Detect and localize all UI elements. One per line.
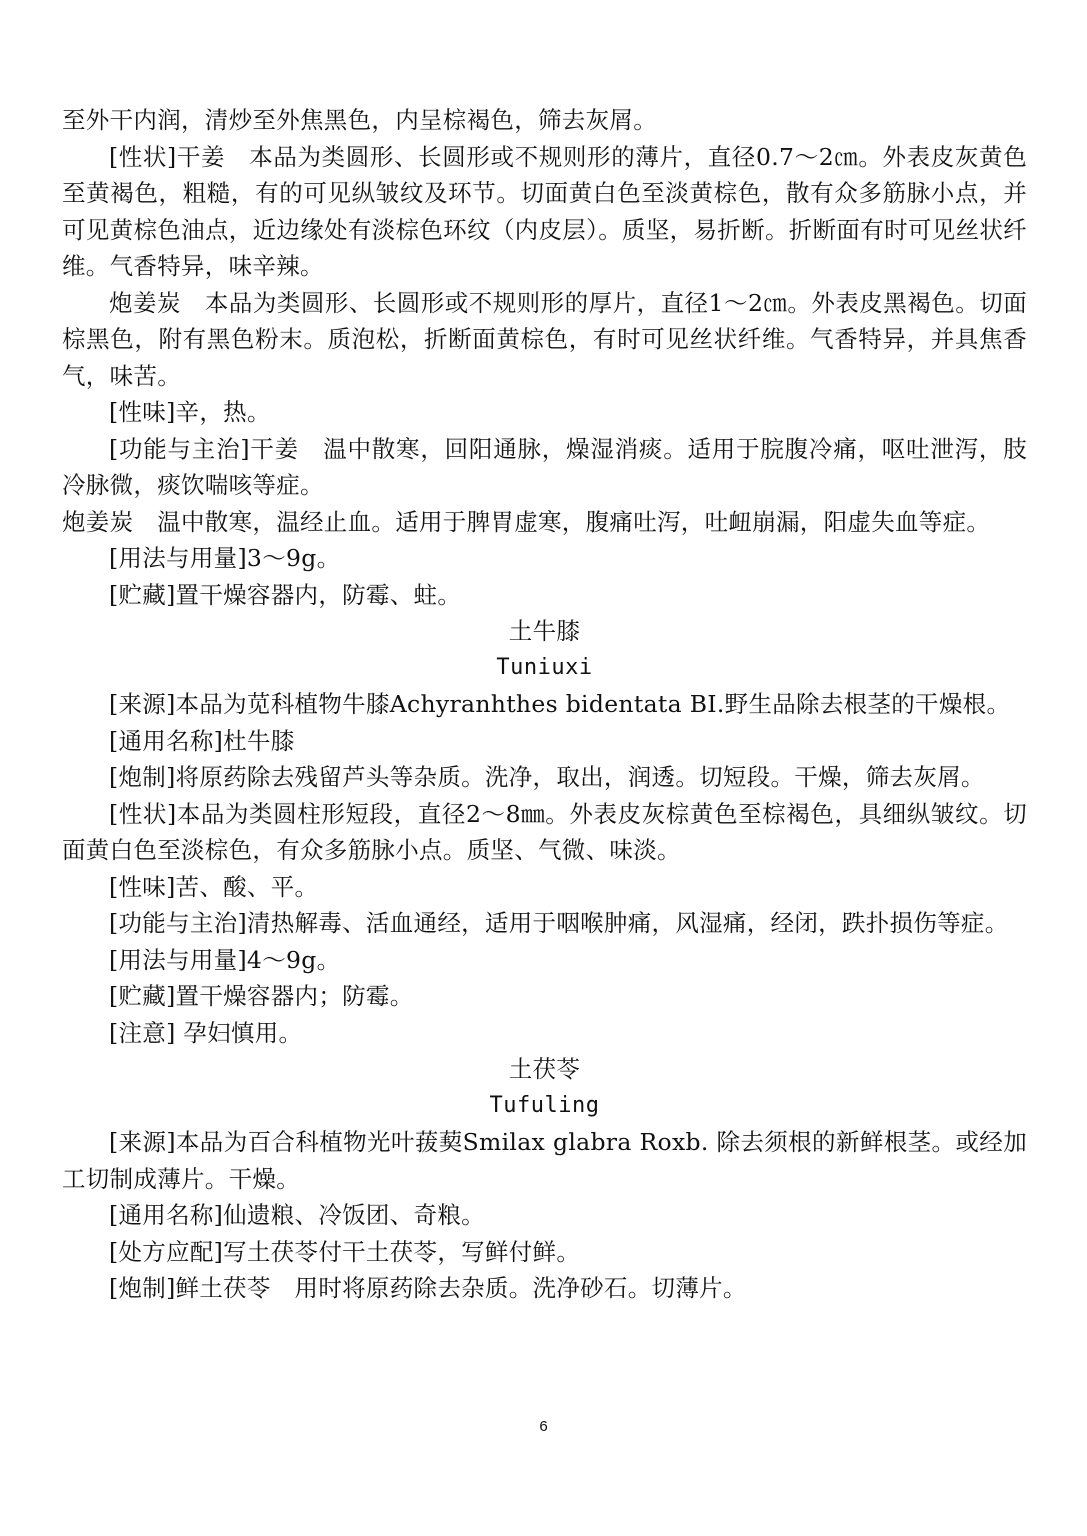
paragraph-tufuling-source: [来源]本品为百合科植物光叶菝葜Smilax glabra Roxb. 除去须根的新鲜根茎。或经加工切制成薄片。干燥。	[62, 1128, 1027, 1193]
paragraph-tuniuxi-functions: [功能与主治]清热解毒、活血通经，适用于咽喉肿痛，风湿痛，经闭，跌扑损伤等症。	[109, 909, 1009, 937]
paragraph-tuniuxi-storage: [贮藏]置干燥容器内；防霉。	[109, 982, 414, 1010]
paragraph-ganjiang-properties: [性状]干姜 本品为类圆形、长圆形或不规则形的薄片，直径0.7～2㎝。外表皮灰黄色至黄褐色，粗糙，有的可见纵皱纹及环节。切面黄白色至淡黄棕色，散有众多筋脉小点，并可见黄棕色油点，近边缘处有淡棕色环纹（内皮层）。质坚，易折断。折断面有时可见丝状纤维。气香特异，味辛辣。	[62, 142, 1027, 280]
heading-tuniuxi: 土牛膝	[508, 617, 581, 645]
heading-tufuling: 土茯苓	[508, 1055, 581, 1083]
paragraph-tufuling-prescription: [处方应配]写土茯苓付干土茯苓，写鲜付鲜。	[109, 1237, 581, 1266]
paragraph-tuniuxi-properties: [性状]本品为类圆柱形短段，直径2～8㎜。外表皮灰棕黄色至棕褐色，具细纵皱纹。切面黄白色至淡棕色，有众多筋脉小点。质坚、气微、味淡。	[62, 799, 1027, 864]
paragraph-tuniuxi-taste: [性味]苦、酸、平。	[109, 872, 319, 901]
paragraph-tuniuxi-source: [来源]本品为苋科植物牛膝Achyranhthes bidentata BI.野生品除去根茎的干燥根。	[109, 690, 1011, 718]
paragraph-tuniuxi-dosage: [用法与用量]4～9g。	[109, 945, 341, 974]
paragraph-tufuling-common-name: [通用名称]仙遗粮、冷饭团、奇粮。	[109, 1201, 485, 1229]
paragraph-tuniuxi-common-name: [通用名称]杜牛膝	[109, 726, 295, 755]
heading-tufuling-pinyin: Tufuling	[489, 1092, 600, 1118]
paragraph-paojiangtan-functions: 炮姜炭 温中散寒，温经止血。适用于脾胃虚寒，腹痛吐泻，吐衄崩漏，阳虚失血等症。	[62, 507, 991, 536]
paragraph-ganjiang-functions: [功能与主治]干姜 温中散寒，回阳通脉，燥湿消痰。适用于脘腹冷痛，呕吐泄泻，肢冷脉微，痰饮喘咳等症。	[62, 434, 1027, 499]
page-number: 6	[539, 1418, 548, 1435]
paragraph-tuniuxi-processing: [炮制]将原药除去残留芦头等杂质。洗净，取出，润透。切短段。干燥，筛去灰屑。	[109, 763, 985, 791]
paragraph-tuniuxi-caution: [注意] 孕妇慎用。	[109, 1018, 303, 1047]
heading-tuniuxi-pinyin: Tuniuxi	[496, 654, 593, 680]
paragraph-stir-fry-end: 至外干内润，清炒至外焦黑色，内呈棕褐色，筛去灰屑。	[62, 106, 657, 134]
paragraph-ganjiang-taste: [性味]辛，热。	[109, 398, 271, 426]
paragraph-paojiangtan-properties: 炮姜炭 本品为类圆形、长圆形或不规则形的厚片，直径1～2㎝。外表皮黑褐色。切面棕黑色，附有黑色粉末。质泡松，折断面黄棕色，有时可见丝状纤维。气香特异，并具焦香气，味苦。	[62, 288, 1027, 390]
paragraph-ganjiang-storage: [贮藏]置干燥容器内，防霉、蛀。	[109, 580, 462, 609]
document-page	[62, 102, 1027, 1307]
paragraph-tufuling-processing: [炮制]鲜土茯苓 用时将原药除去杂质。洗净砂石。切薄片。	[109, 1274, 747, 1302]
paragraph-ganjiang-dosage: [用法与用量]3～9g。	[109, 544, 341, 572]
